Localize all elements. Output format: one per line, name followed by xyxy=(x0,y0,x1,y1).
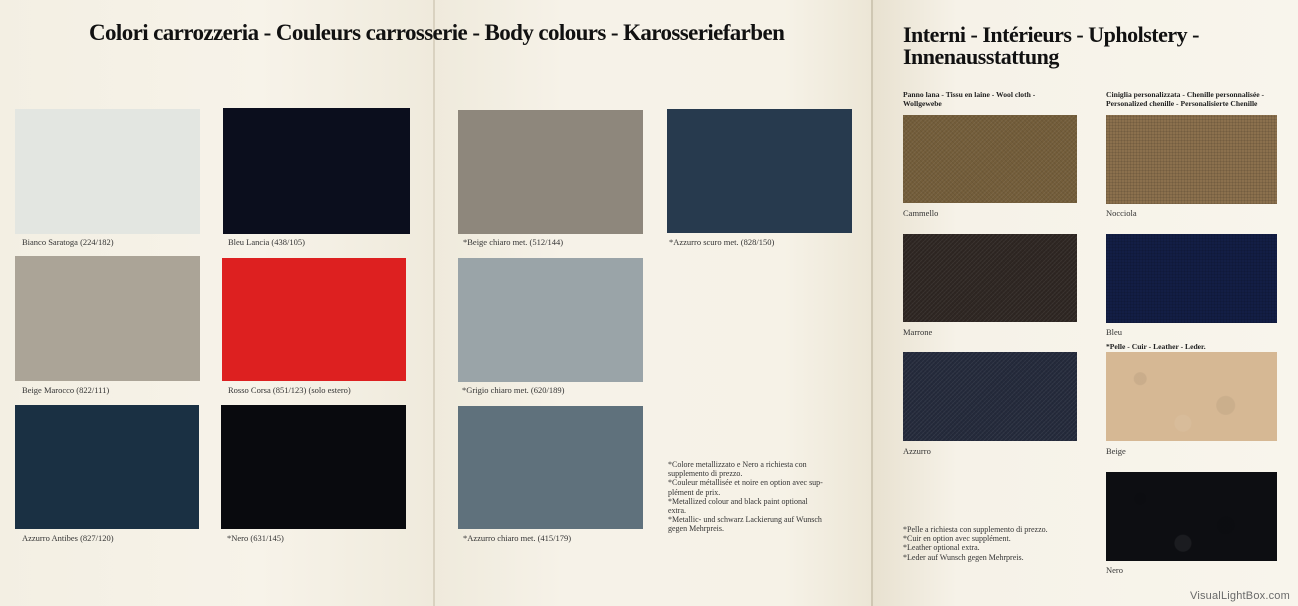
swatch-label: Beige Marocco (822/111) xyxy=(22,385,110,395)
header-line: Ciniglia personalizzata - Chenille personnalisée - xyxy=(1106,90,1264,99)
leather-note xyxy=(903,525,1048,562)
note-line: gegen Mehrpreis. xyxy=(668,524,724,534)
header-line: *Pelle - Cuir - Leather - Leder. xyxy=(1106,342,1206,351)
header-line: Wollgewebe xyxy=(903,98,942,108)
note-line: *Metallic- und schwarz Lackierung auf Wunsch xyxy=(668,515,822,525)
swatch-label: Bianco Saratoga (224/182) xyxy=(22,237,114,247)
upholstery-swatch xyxy=(1106,115,1277,204)
body-colour-swatch xyxy=(15,256,200,381)
swatch-label: Nocciola xyxy=(1106,208,1137,218)
swatch-label: Azzurro Antibes (827/120) xyxy=(22,533,114,543)
upholstery-swatch xyxy=(903,234,1077,322)
swatch-label: *Azzurro scuro met. (828/150) xyxy=(669,237,775,247)
swatch-label: *Beige chiaro met. (512/144) xyxy=(463,237,564,247)
swatch-label: Azzurro xyxy=(903,446,931,456)
swatch-label: *Nero (631/145) xyxy=(227,533,284,543)
page-fold xyxy=(871,0,873,606)
watermark: VisualLightBox.com xyxy=(1189,590,1290,602)
note-line: supplemento di prezzo. xyxy=(668,469,743,479)
body-colour-swatch xyxy=(221,405,406,529)
swatch-label: Rosso Corsa (851/123) (solo estero) xyxy=(228,385,351,395)
body-colour-swatch xyxy=(15,405,199,529)
swatch-label: *Grigio chiaro met. (620/189) xyxy=(462,385,565,395)
note-line: *Metallized colour and black paint optional xyxy=(668,496,808,506)
body-colours-title: Colori carrozzeria - Couleurs carrosserie - Body colours - Karosseriefarben xyxy=(89,20,785,45)
note-line: *Colore metallizzato e Nero a richiesta con xyxy=(668,460,807,469)
body-colour-swatch xyxy=(458,406,643,529)
swatch-label: Bleu Lancia (438/105) xyxy=(228,237,305,247)
upholstery-swatch xyxy=(903,352,1077,441)
swatch-label: Beige xyxy=(1106,446,1126,456)
note-line: *Cuir en option avec supplément. xyxy=(903,534,1011,544)
body-colour-swatch xyxy=(458,258,643,382)
upholstery-swatch xyxy=(1106,472,1277,561)
swatch-label: Nero xyxy=(1106,565,1123,575)
upholstery-title: Interni - Intérieurs - Upholstery - Innenausstattung xyxy=(903,22,1199,69)
body-colour-swatch xyxy=(15,109,200,234)
note-line: *Leder auf Wunsch gegen Mehrpreis. xyxy=(903,552,1024,562)
metallic-paint-note xyxy=(668,460,823,534)
swatch-label: Marrone xyxy=(903,327,933,337)
header-line: Panno lana - Tissu en laine - Wool cloth - xyxy=(903,90,1036,99)
swatch-label: Bleu xyxy=(1106,327,1123,337)
note-line: *Pelle a richiesta con supplemento di prezzo. xyxy=(903,525,1048,534)
swatch-label: Cammello xyxy=(903,208,939,218)
leather-header xyxy=(1106,343,1206,352)
upholstery-swatch xyxy=(1106,234,1277,323)
chenille-header xyxy=(1106,91,1264,108)
note-line: plément de prix. xyxy=(668,487,721,497)
body-colour-swatch xyxy=(667,109,852,233)
body-colour-swatch xyxy=(223,108,410,234)
body-colour-swatch xyxy=(222,258,406,381)
upholstery-swatch xyxy=(903,115,1077,203)
note-line: *Leather optional extra. xyxy=(903,543,980,553)
swatch-label: *Azzurro chiaro met. (415/179) xyxy=(463,533,572,543)
note-line: extra. xyxy=(668,506,686,516)
upholstery-swatch xyxy=(1106,352,1277,441)
note-line: *Couleur métallisée et noire en option avec sup- xyxy=(668,478,823,488)
page-fold xyxy=(433,0,435,606)
body-colour-swatch xyxy=(458,110,643,234)
header-line: Personalized chenille - Personalisierte Chenille xyxy=(1106,98,1258,108)
wool-cloth-header xyxy=(903,91,1035,108)
